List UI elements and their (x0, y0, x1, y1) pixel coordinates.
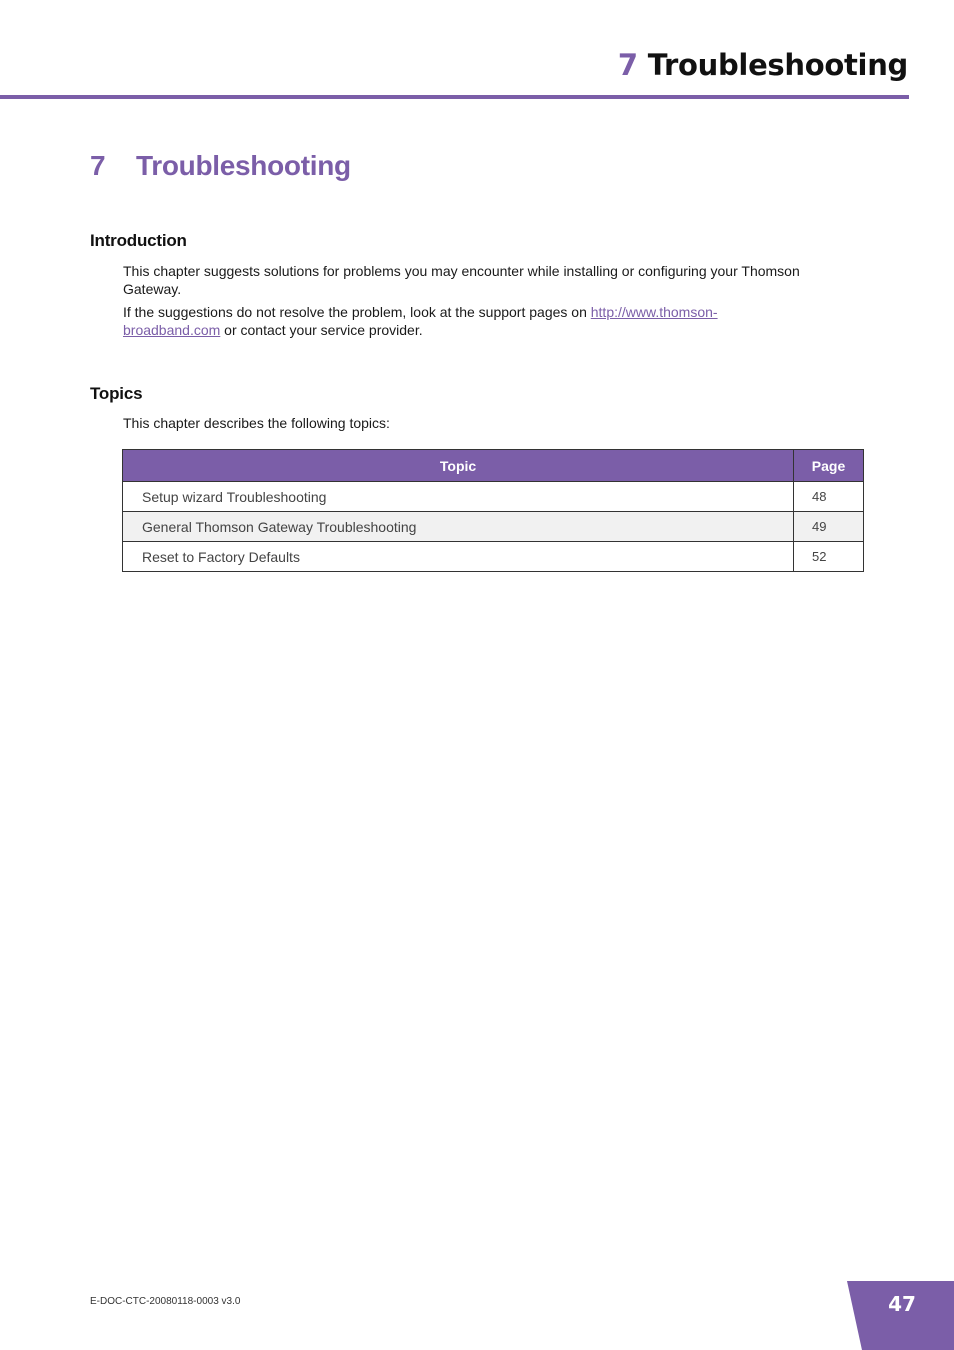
chapter-number: 7 (90, 150, 106, 181)
support-link-line1: http://www.thomson- (590, 304, 718, 320)
page-cell: 49 (794, 512, 864, 542)
running-header-title: Troubleshooting (647, 48, 908, 82)
topics-intro: This chapter describes the following topics: (123, 415, 390, 431)
topic-cell: Reset to Factory Defaults (123, 542, 794, 572)
chapter-title-text: Troubleshooting (136, 150, 351, 181)
topics-heading: Topics (90, 384, 143, 403)
chapter-title (90, 150, 351, 182)
running-header (618, 48, 908, 82)
header-rule (0, 95, 909, 99)
table-row (123, 512, 864, 542)
support-link-line2: broadband.com (123, 321, 221, 338)
table-row (123, 482, 864, 512)
introduction-paragraph-1: This chapter suggests solutions for problems you may encounter while installing or configuring your Thomson Gateway. (123, 263, 800, 297)
column-header-topic: Topic (123, 450, 794, 482)
introduction-paragraph-2 (123, 304, 823, 339)
page-cell: 52 (794, 542, 864, 572)
introduction-heading: Introduction (90, 231, 187, 250)
column-header-page: Page (794, 450, 864, 482)
topics-table (122, 449, 864, 572)
footer-document-id: E-DOC-CTC-20080118-0003 v3.0 (90, 1296, 241, 1307)
table-header-row (123, 450, 864, 482)
page-number: 47 (888, 1292, 916, 1316)
para2-after: or contact your service provider. (220, 321, 423, 338)
table-row (123, 542, 864, 572)
topic-cell: Setup wizard Troubleshooting (123, 482, 794, 512)
topic-cell: General Thomson Gateway Troubleshooting (123, 512, 794, 542)
para2-before: If the suggestions do not resolve the problem, look at the support pages on (123, 304, 591, 320)
running-header-number: 7 (617, 48, 638, 82)
page-cell: 48 (794, 482, 864, 512)
